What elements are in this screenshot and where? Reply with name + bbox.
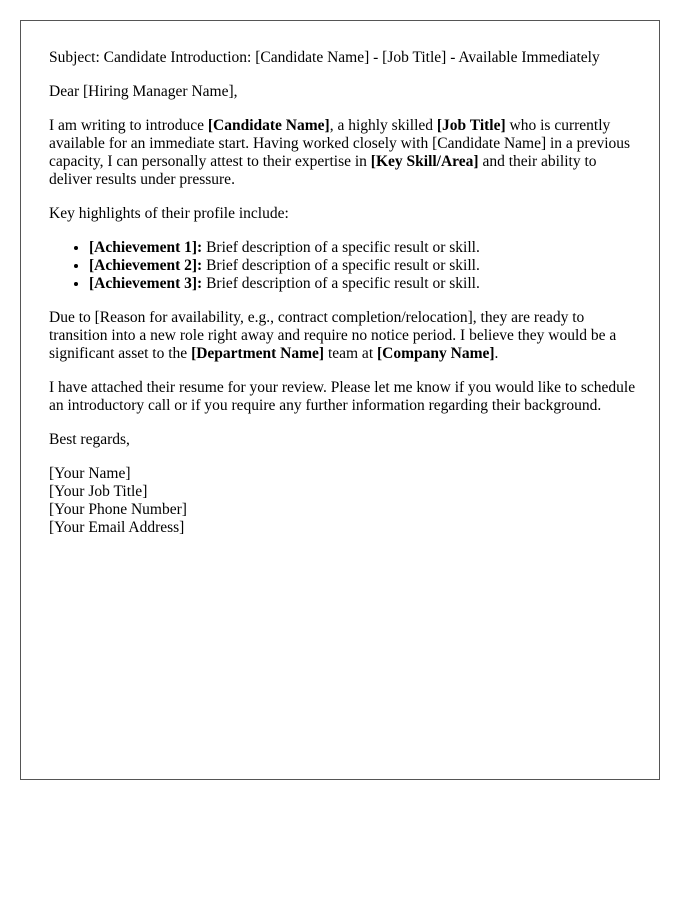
availability-text-3: . [494, 345, 499, 362]
signature-phone: [Your Phone Number] [49, 501, 187, 518]
list-item [89, 239, 639, 257]
key-skill: [Key Skill/Area] [370, 153, 479, 170]
greeting: Dear [Hiring Manager Name], [49, 83, 238, 100]
achievement-text: Brief description of a specific result or skill. [202, 275, 480, 292]
intro-text-3: who is currently available for an immediate start. Having worked closely with [Candidate Name] in a previous capacity, I can personally attest to their expertise in [49, 117, 631, 170]
department-name: [Department Name] [191, 345, 325, 362]
highlights-intro: Key highlights of their profile include: [49, 205, 289, 222]
availability-paragraph [49, 309, 639, 363]
intro-paragraph [49, 117, 639, 189]
achievement-label: [Achievement 2]: [89, 257, 203, 274]
company-name: [Company Name] [377, 345, 495, 362]
signature-block [49, 465, 639, 537]
letter-page [20, 20, 660, 780]
availability-text-2: team at [324, 345, 377, 362]
signature-name: [Your Name] [49, 465, 131, 482]
intro-text-1: I am writing to introduce [49, 117, 208, 134]
achievement-label: [Achievement 3]: [89, 275, 203, 292]
achievement-label: [Achievement 1]: [89, 239, 203, 256]
signature-email: [Your Email Address] [49, 519, 185, 536]
signature-title: [Your Job Title] [49, 483, 148, 500]
candidate-name: [Candidate Name] [207, 117, 330, 134]
achievements-list [49, 239, 639, 293]
intro-text-2: , a highly skilled [329, 117, 437, 134]
job-title: [Job Title] [436, 117, 506, 134]
list-item [89, 257, 639, 275]
subject-line: Subject: Candidate Introduction: [Candidate Name] - [Job Title] - Available Immediately [49, 49, 600, 66]
letter-body [49, 49, 639, 553]
availability-text-1: Due to [Reason for availability, e.g., contract completion/relocation], they are ready to transition into a new role right away and require no notice period. I believe they would be a significant asset to the [49, 309, 617, 362]
closing: Best regards, [49, 431, 130, 448]
resume-paragraph: I have attached their resume for your review. Please let me know if you would like to schedule an introductory call or if you require any further information regarding their background. [49, 379, 636, 414]
intro-text-4: and their ability to deliver results under pressure. [49, 153, 597, 188]
achievement-text: Brief description of a specific result or skill. [202, 257, 480, 274]
achievement-text: Brief description of a specific result or skill. [202, 239, 480, 256]
list-item [89, 275, 639, 293]
